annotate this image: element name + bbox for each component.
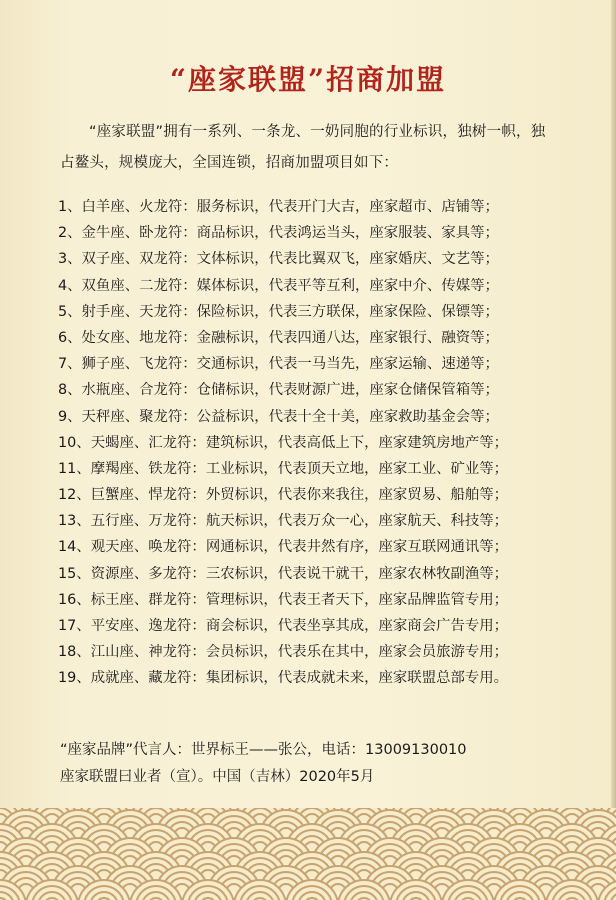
list-item: 9、天秤座、聚龙符：公益标识，代表十全十美，座家救助基金会等； (58, 408, 499, 425)
list-item: 8、水瓶座、合龙符：仓储标识，代表财源广进，座家仓储保管箱等； (58, 382, 499, 399)
list-item: 14、观天座、唤龙符：网通标识，代表井然有序，座家互联网通讯等； (58, 539, 509, 556)
list-item: 4、双鱼座、二龙符：媒体标识，代表平等互利，座家中介、传媒等； (58, 277, 499, 294)
list-item: 5、射手座、天龙符：保险标识，代表三方联保，座家保险、保镖等； (58, 303, 499, 320)
franchise-list (58, 194, 578, 692)
page-title: “座家联盟”招商加盟 (169, 63, 447, 96)
intro-paragraph: “座家联盟”拥有一系列、一条龙、一奶同胞的行业标识，独树一帜，独占鳌头，规模庞大，全国连锁，招商加盟项目如下： (60, 124, 546, 171)
list-item: 18、江山座、神龙符：会员标识，代表乐在其中，座家会员旅游专用； (58, 644, 509, 661)
list-item: 3、双子座、双龙符：文体标识，代表比翼双飞，座家婚庆、文艺等； (58, 251, 499, 268)
list-item: 19、成就座、藏龙符：集团标识，代表成就未来，座家联盟总部专用。 (58, 670, 509, 687)
list-item: 17、平安座、逸龙符：商会标识，代表坐享其成，座家商会广告专用； (58, 618, 509, 634)
list-item: 12、巨蟹座、悍龙符：外贸标识，代表你来我往，座家贸易、船舶等； (58, 487, 509, 504)
list-item: 11、摩羯座、铁龙符：工业标识，代表顶天立地，座家工业、矿业等； (58, 460, 509, 477)
list-item: 1、白羊座、火龙符：服务标识，代表开门大吉，座家超市、店铺等； (58, 199, 499, 215)
spokesperson-line: “座家品牌”代言人：世界标王——张公，电话：13009130010 (60, 742, 467, 758)
wave-pattern-decoration (0, 808, 616, 900)
list-item: 13、五行座、万龙符：航天标识，代表万众一心，座家航天、科技等； (58, 513, 509, 530)
publisher-line: 座家联盟曰业者（宣）。中国（吉林）2020年5月 (60, 769, 375, 785)
list-item: 10、天蝎座、汇龙符：建筑标识，代表高低上下，座家建筑房地产等； (58, 434, 509, 451)
page-edge (611, 0, 616, 900)
list-item: 6、处女座、地龙符：金融标识，代表四通八达，座家银行、融资等； (58, 329, 499, 346)
list-item: 15、资源座、多龙符：三农标识，代表说干就干，座家农林牧副渔等； (58, 565, 509, 582)
list-item: 16、标王座、群龙符：管理标识，代表王者天下，座家品牌监管专用； (58, 591, 509, 608)
list-item: 2、金牛座、卧龙符：商品标识，代表鸿运当头，座家服装、家具等； (58, 225, 499, 242)
list-item: 7、狮子座、飞龙符：交通标识，代表一马当先，座家运输、速递等； (58, 356, 499, 373)
